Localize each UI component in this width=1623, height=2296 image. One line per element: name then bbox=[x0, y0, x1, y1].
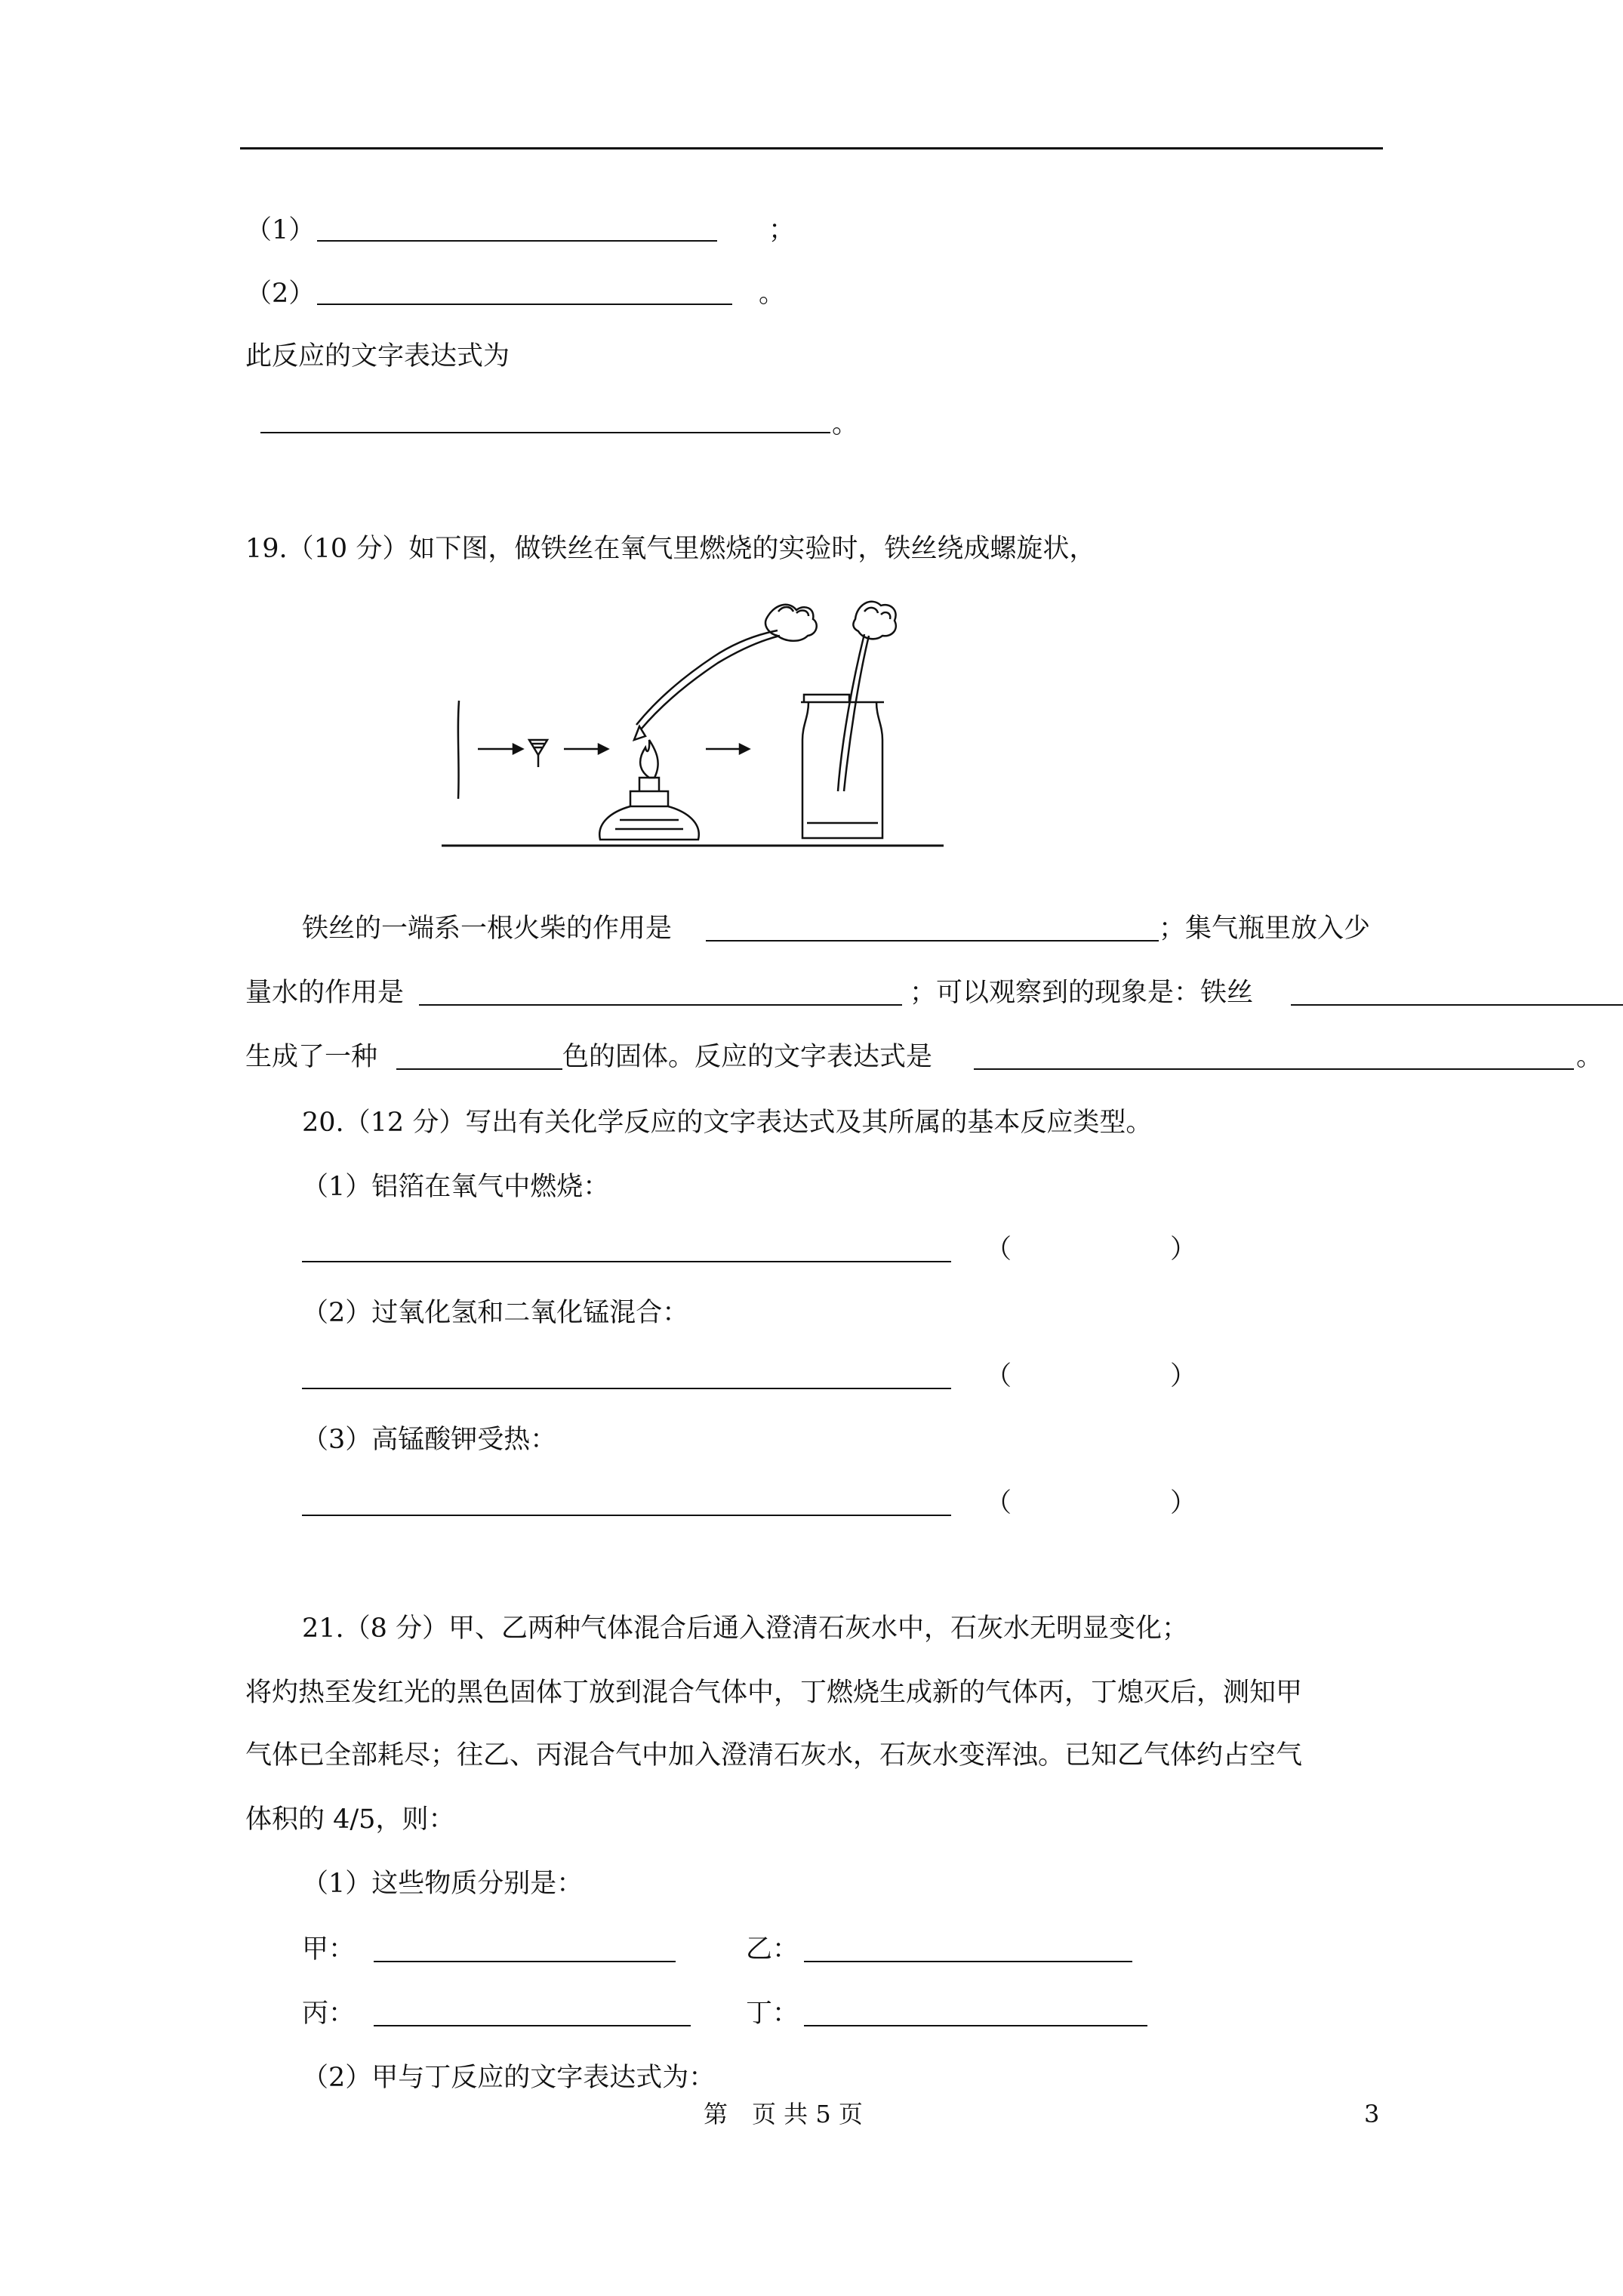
q18-item2-blank[interactable] bbox=[317, 304, 732, 305]
q19-stem: 19.（10 分）如下图，做铁丝在氧气里燃烧的实验时，铁丝绕成螺旋状， bbox=[245, 534, 1096, 564]
footer-page-text: 第 页 共 5 页 bbox=[704, 2100, 863, 2128]
q19-color-blank[interactable] bbox=[396, 1068, 562, 1070]
q21-sub2: （2）甲与丁反应的文字表达式为： bbox=[302, 2063, 716, 2093]
q19-equation-blank[interactable] bbox=[974, 1068, 1574, 1070]
q20-item2-label: （2）过氧化氢和二氧化锰混合： bbox=[302, 1298, 689, 1328]
q19-phenomenon-blank[interactable] bbox=[1291, 1004, 1623, 1006]
footer-page-number: 3 bbox=[1364, 2100, 1380, 2128]
q20-item1-blank[interactable] bbox=[302, 1261, 951, 1262]
q20-stem: 20.（12 分）写出有关化学反应的文字表达式及其所属的基本反应类型。 bbox=[302, 1108, 1153, 1138]
q18-item2-label: （2） bbox=[245, 279, 316, 309]
q18-equation-end: 。 bbox=[832, 409, 859, 439]
q21-stem-line3: 气体已全部耗尽；往乙、丙混合气中加入澄清石灰水，石灰水变浑浊。已知乙气体约占空气 bbox=[245, 1740, 1303, 1771]
q20-item3-label: （3）高锰酸钾受热： bbox=[302, 1425, 557, 1455]
q20-item3-blank[interactable] bbox=[302, 1515, 951, 1516]
q20-item2-blank[interactable] bbox=[302, 1388, 951, 1389]
q19-line1-b: ；集气瓶里放入少 bbox=[1159, 914, 1371, 944]
iron-wire-experiment-figure bbox=[442, 589, 955, 857]
q21-stem-line2: 将灼热至发红光的黑色固体丁放到混合气体中，丁燃烧生成新的气体丙，丁熄灭后，测知甲 bbox=[245, 1678, 1303, 1708]
q21-yi-label: 乙： bbox=[746, 1934, 799, 1965]
q21-ding-label: 丁： bbox=[746, 1999, 799, 2029]
q19-line3-b: 色的固体。反应的文字表达式是 bbox=[562, 1042, 933, 1072]
q20-item3-close: ） bbox=[1170, 1488, 1197, 1518]
q19-line1-a: 铁丝的一端系一根火柴的作用是 bbox=[302, 914, 673, 944]
q18-item1-blank[interactable] bbox=[317, 240, 717, 242]
q19-line2-a: 量水的作用是 bbox=[245, 978, 405, 1008]
q20-item2-close: ） bbox=[1170, 1361, 1197, 1391]
q18-item2-end: 。 bbox=[759, 279, 786, 309]
q19-line3-a: 生成了一种 bbox=[245, 1042, 378, 1072]
q21-stem-line1: 21.（8 分）甲、乙两种气体混合后通入澄清石灰水中，石灰水无明显变化； bbox=[302, 1613, 1189, 1644]
q18-equation-prompt: 此反应的文字表达式为 bbox=[245, 341, 510, 371]
q19-match-purpose-blank[interactable] bbox=[706, 940, 1159, 942]
q21-yi-blank[interactable] bbox=[804, 1961, 1132, 1962]
q20-item3-open: （ bbox=[985, 1488, 1012, 1518]
q18-item1-label: （1） bbox=[245, 215, 316, 245]
q21-jia-blank[interactable] bbox=[374, 1961, 676, 1962]
header-rule bbox=[240, 147, 1383, 149]
q21-jia-label: 甲： bbox=[302, 1934, 356, 1965]
q18-equation-blank[interactable] bbox=[260, 432, 830, 433]
q20-item1-label: （1）铝箔在氧气中燃烧： bbox=[302, 1172, 610, 1202]
q19-line3-end: 。 bbox=[1576, 1042, 1603, 1072]
q21-ding-blank[interactable] bbox=[804, 2025, 1147, 2026]
q20-item2-open: （ bbox=[985, 1361, 1012, 1391]
q21-sub1: （1）这些物质分别是： bbox=[302, 1869, 584, 1899]
q19-water-purpose-blank[interactable] bbox=[419, 1004, 902, 1006]
q19-line2-b: ；可以观察到的现象是：铁丝 bbox=[910, 978, 1254, 1008]
q21-bing-blank[interactable] bbox=[374, 2025, 691, 2026]
q21-bing-label: 丙： bbox=[302, 1999, 356, 2029]
q20-item1-close: ） bbox=[1170, 1234, 1197, 1265]
q20-item1-open: （ bbox=[985, 1234, 1012, 1265]
q21-stem-line4: 体积的 4/5，则： bbox=[245, 1804, 455, 1835]
q18-item1-end: ； bbox=[768, 215, 796, 245]
